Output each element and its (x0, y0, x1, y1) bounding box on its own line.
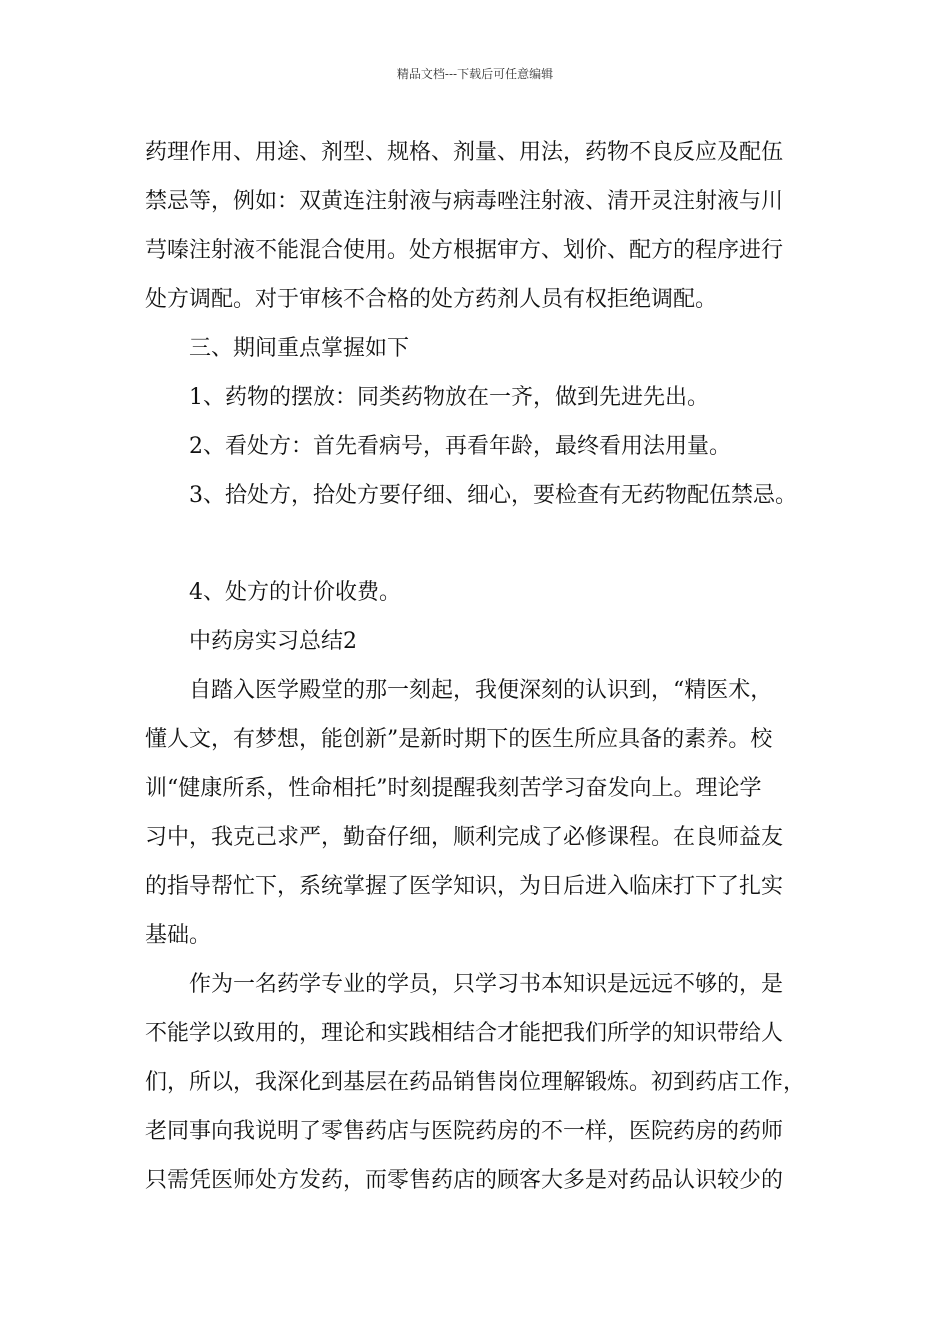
text-line: 老同事向我说明了零售药店与医院药房的不一样，医院药房的药师 (145, 1119, 784, 1144)
text-line: 处方调配。对于审核不合格的处方药剂人员有权拒绝调配。 (145, 287, 718, 312)
text-line: 基础。 (145, 923, 212, 948)
text-line: 禁忌等，例如：双黄连注射液与病毒唑注射液、清开灵注射液与川 (145, 189, 784, 214)
text-line: 芎嗪注射液不能混合使用。处方根据审方、划价、配方的程序进行 (145, 238, 784, 263)
text-line: 不能学以致用的，理论和实践相结合才能把我们所学的知识带给人 (145, 1021, 784, 1046)
section-title-summary-2: 中药房实习总结2 (189, 629, 357, 654)
text-line: 的指导帮忙下，系统掌握了医学知识，为日后进入临床打下了扎实 (145, 874, 784, 899)
text-line: 习中，我克己求严，勤奋仔细，顺利完成了必修课程。在良师益友 (145, 825, 784, 850)
paragraph-medical-study (145, 666, 825, 960)
section-heading-key-points: 三、期间重点掌握如下 (189, 336, 410, 361)
text-line: 训“健康所系，性命相托”时刻提醒我刻苦学习奋发向上。理论学 (145, 776, 762, 801)
list-item-read-prescription: 2、看处方：首先看病号，再看年龄，最终看用法用量。 (189, 434, 731, 459)
list-item-pick-prescription: 3、拾处方，拾处方要仔细、细心，要检查有无药物配伍禁忌。 (189, 483, 797, 508)
spacer (145, 520, 825, 568)
text-line: 作为一名药学专业的学员，只学习书本知识是远远不够的，是 (189, 972, 784, 997)
list-item-pricing: 4、处方的计价收费。 (189, 580, 401, 605)
page-header: 精品文档---下载后可任意编辑 (396, 67, 554, 81)
text-line: 懂人文，有梦想，能创新”是新时期下的医生所应具备的素养。校 (145, 727, 773, 752)
text-line: 只需凭医师处方发药，而零售药店的顾客大多是对药品认识较少的 (145, 1168, 784, 1193)
text-line: 药理作用、用途、剂型、规格、剂量、用法，药物不良反应及配伍 (145, 140, 784, 165)
paragraph-pharmacy-practice (145, 960, 825, 1205)
paragraph-prescription-process (145, 128, 825, 324)
document-body (145, 128, 825, 1205)
text-line: 自踏入医学殿堂的那一刻起，我便深刻的认识到，“精医术， (189, 678, 773, 703)
text-line: 们，所以，我深化到基层在药品销售岗位理解锻炼。初到药店工作， (145, 1070, 806, 1095)
list-item-drug-placement: 1、药物的摆放：同类药物放在一齐，做到先进先出。 (189, 385, 709, 410)
